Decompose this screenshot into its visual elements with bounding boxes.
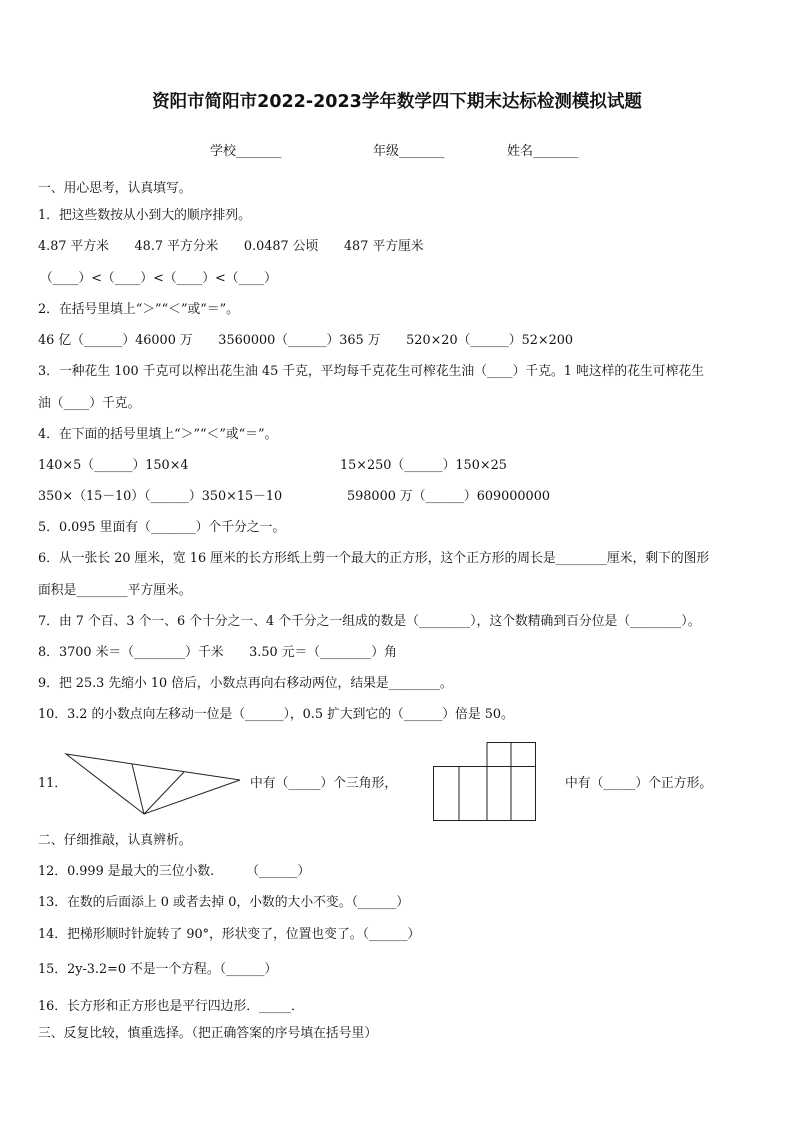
question-4-item-b2: 598000 万（______）609000000 — [347, 489, 550, 504]
question-11-number: 11． — [38, 776, 68, 791]
question-16: 16．长方形和正方形也是平行四边形．_____． — [38, 999, 304, 1014]
section-1-heading: 一、用心思考，认真填写。 — [38, 181, 192, 196]
section-2-heading: 二、仔细推敲，认真辨析。 — [38, 833, 192, 848]
question-4: 4．在下面的括号里填上“＞”“＜”或“＝”。 — [38, 427, 278, 442]
question-6-line-2: 面积是________平方厘米。 — [38, 583, 192, 598]
question-4-item-a2: 15×250（______）150×25 — [340, 458, 507, 473]
question-9: 9．把 25.3 先缩小 10 倍后，小数点再向右移动两位，结果是________。 — [38, 676, 453, 691]
section-3-heading: 三、反复比较，慎重选择。（把正确答案的序号填在括号里） — [38, 1026, 378, 1041]
question-7: 7．由 7 个百、3 个一、6 个十分之一、4 个千分之一组成的数是（________），这个数精确到百分位是（________）。 — [38, 614, 701, 629]
question-10: 10．3.2 的小数点向左移动一位是（______），0.5 扩大到它的（______）倍是 50。 — [38, 707, 514, 722]
question-13: 13．在数的后面添上 0 或者去掉 0，小数的大小不变。（______） — [38, 895, 410, 910]
triangle-figure — [64, 744, 244, 816]
question-14: 14．把梯形顺时针旋转了 90°，形状变了，位置也变了。（______） — [38, 927, 421, 942]
squares-figure — [432, 741, 538, 823]
question-11-square-text: 中有（_____）个正方形。 — [565, 776, 713, 791]
question-3-line-1: 3．一种花生 100 千克可以榨出花生油 45 千克，平均每千克花生可榨花生油（____）千克。1 吨这样的花生可榨花生 — [38, 364, 704, 379]
grade-field: 年级_______ — [373, 144, 445, 159]
question-8: 8．3700 米＝（________）千米 3.50 元＝（________）角 — [38, 645, 397, 660]
question-3-line-2: 油（____）千克。 — [38, 396, 141, 411]
question-5: 5．0.095 里面有（_______）个千分之一。 — [38, 520, 286, 535]
question-4-item-a1: 140×5（______）150×4 — [38, 458, 189, 473]
question-1: 1．把这些数按从小到大的顺序排列。 — [38, 208, 251, 223]
question-15: 15．2y-3.2=0 不是一个方程。（______） — [38, 962, 278, 977]
question-1-items: 4.87 平方米 48.7 平方分米 0.0487 公顷 487 平方厘米 — [38, 239, 424, 254]
question-4-item-b1: 350×（15－10）（______）350×15－10 — [38, 489, 283, 504]
question-11-triangle-text: 中有（_____）个三角形， — [250, 776, 398, 791]
school-field: 学校_______ — [210, 144, 282, 159]
question-1-blanks: （____）<（____）<（____）<（____） — [40, 271, 277, 286]
page-title: 资阳市简阳市2022-2023学年数学四下期末达标检测模拟试题 — [152, 92, 642, 112]
question-6-line-1: 6．从一张长 20 厘米，宽 16 厘米的长方形纸上剪一个最大的正方形，这个正方形的周长是________厘米，剩下的图形 — [38, 551, 710, 566]
question-2: 2．在括号里填上“＞”“＜”或“＝”。 — [38, 302, 239, 317]
name-field: 姓名_______ — [507, 144, 579, 159]
question-12: 12．0.999 是最大的三位小数. （______） — [38, 864, 311, 879]
question-2-items: 46 亿（______）46000 万 3560000（______）365 万 520×20（______）52×200 — [38, 333, 574, 348]
